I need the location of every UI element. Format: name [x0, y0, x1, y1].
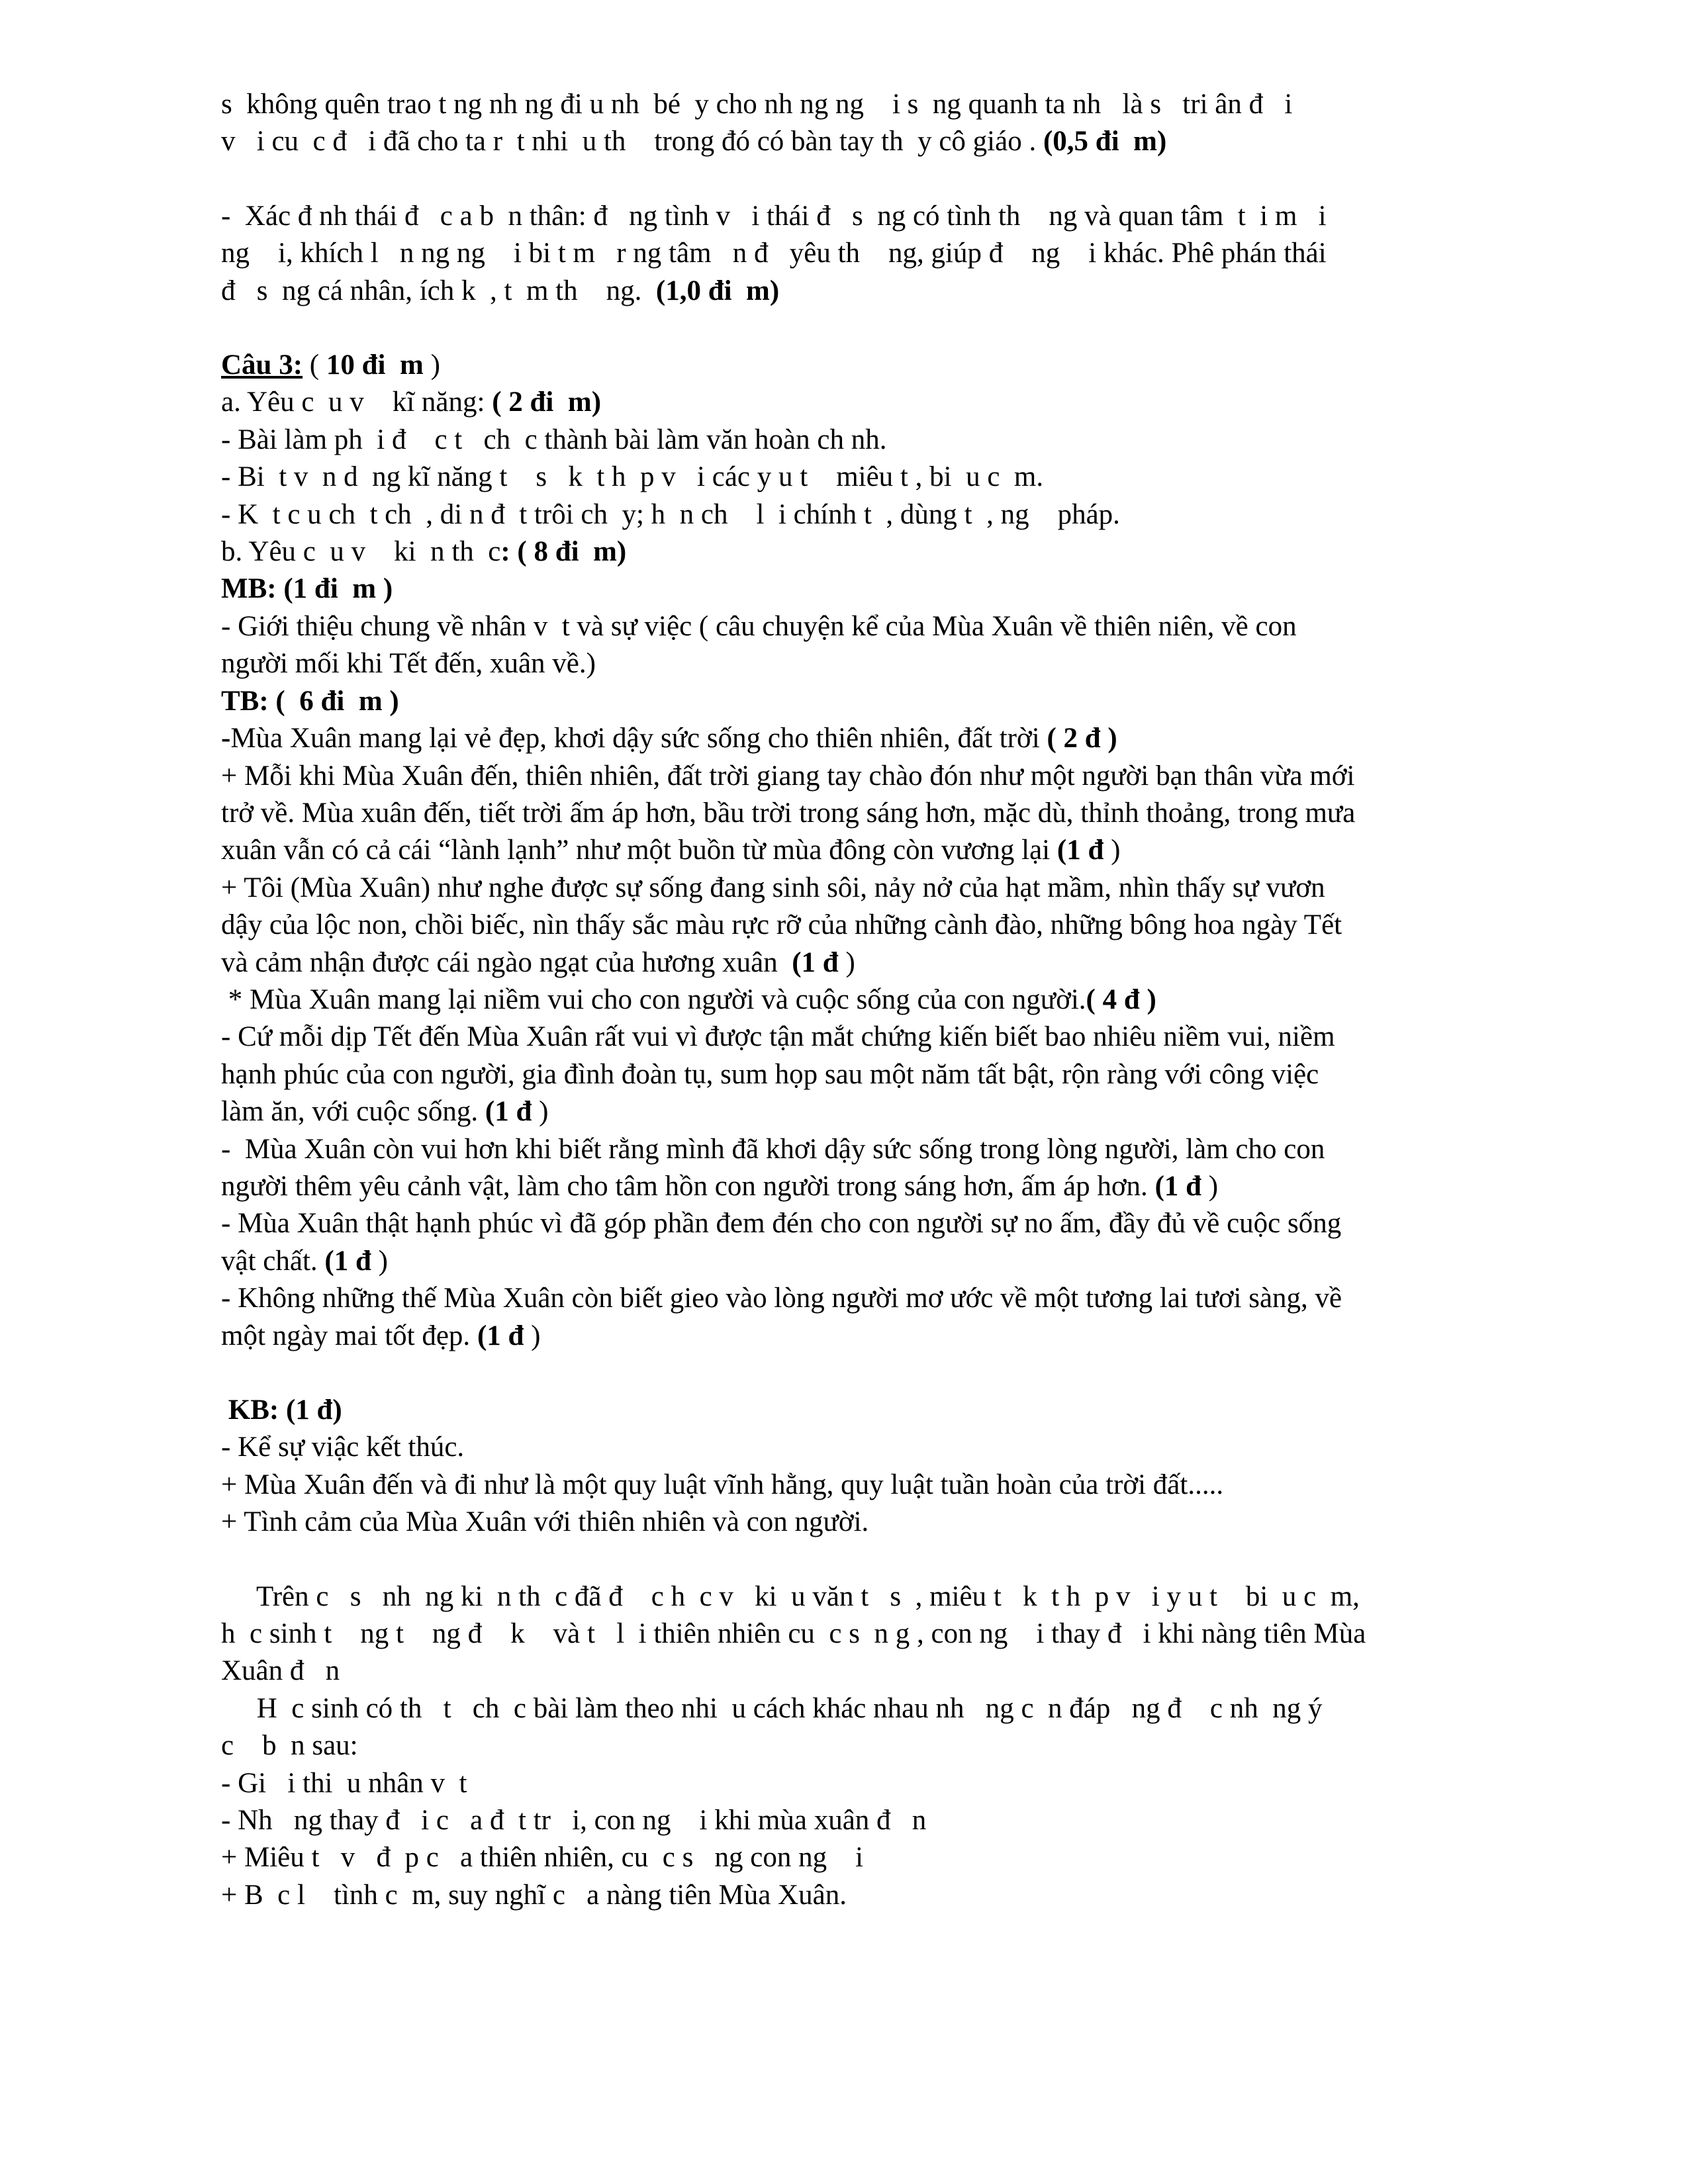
text-line: [221, 1280, 1519, 1317]
text-run: + B c l tình c m, suy nghĩ c a nàng tiên Mùa Xuân.: [221, 1879, 847, 1911]
text-run: người mối khi Tết đến, xuân về.): [221, 648, 596, 680]
text-run: - Không những thế Mùa Xuân còn biết gieo vào lòng người mơ ước về một tương lai tươi sàng, về: [221, 1283, 1342, 1314]
text-run: + Mỗi khi Mùa Xuân đến, thiên nhiên, đất trời giang tay chào đón như một người bạn thân vừa mới: [221, 760, 1355, 792]
text-line: [221, 1727, 1519, 1764]
text-line: [221, 1243, 1519, 1280]
text-run: xuân vẫn có cả cái “lành lạnh” như một buồn từ mùa đông còn vương lại: [221, 835, 1057, 866]
text-run: - K t c u ch t ch , di n đ t trôi ch y; h n ch l i chính t , dùng t , ng pháp.: [221, 498, 1120, 530]
paragraph-gap: [221, 1541, 1519, 1578]
text-line: [221, 645, 1519, 682]
text-line: [221, 496, 1519, 533]
text-run: - Giới thiệu chung về nhân v t và sự việc ( câu chuyện kể của Mùa Xuân về thiên niên, về con: [221, 610, 1297, 642]
text-run: một ngày mai tốt đẹp.: [221, 1320, 477, 1351]
text-line: [221, 832, 1519, 869]
text-run: v i cu c đ i đã cho ta r t nhi u th trong đó có bàn tay th y cô giáo .: [221, 126, 1043, 158]
text-run: Câu 3:: [221, 349, 303, 381]
text-line: [221, 1168, 1519, 1205]
text-run: ): [423, 349, 440, 381]
text-line: [221, 1392, 1519, 1429]
text-line: [221, 1765, 1519, 1802]
text-run: + Tôi (Mùa Xuân) như nghe được sự sống đang sinh sôi, nảy nở của hạt mầm, nhìn thấy sự vươn: [221, 872, 1325, 903]
text-line: [221, 384, 1519, 421]
text-run: + Miêu t v đ p c a thiên nhiên, cu c s ng con ng i: [221, 1842, 864, 1874]
text-run: dậy của lộc non, chồi biếc, nìn thấy sắc màu rực rỡ của những cành đào, những bông hoa ngày Tết: [221, 909, 1342, 941]
text-line: [221, 198, 1519, 235]
text-line: [221, 459, 1519, 496]
text-run: H c sinh có th t ch c bài làm theo nhi u cách khác nhau nh ng c n đáp ng đ c nh ng ý: [221, 1692, 1323, 1724]
text-line: [221, 570, 1519, 608]
text-run: (1 đ: [1056, 835, 1104, 866]
text-run: đ s ng cá nhân, ích k , t m th ng.: [221, 275, 656, 306]
text-run: (1,0 đi m): [655, 275, 780, 306]
text-line: [221, 1504, 1519, 1541]
text-run: Trên c s nh ng ki n th c đã đ c h c v ki u văn t s , miêu t k t h p v i y u t bi u c m,: [221, 1580, 1360, 1612]
text-run: c b n sau:: [221, 1730, 358, 1762]
text-line: [221, 86, 1519, 123]
text-run: 10 đi m: [326, 349, 424, 381]
text-run: ( 2 đ ): [1047, 723, 1117, 754]
text-line: [221, 1056, 1519, 1093]
text-line: [221, 1839, 1519, 1876]
paragraph-gap: [221, 310, 1519, 347]
text-run: (0,5 đi m): [1043, 126, 1167, 158]
text-run: ): [532, 1096, 549, 1128]
text-run: Xuân đ n: [221, 1655, 340, 1687]
text-run: ): [838, 946, 855, 978]
text-run: ( 2 đi m): [492, 387, 602, 418]
text-line: [221, 273, 1519, 310]
text-run: - Xác đ nh thái đ c a b n thân: đ ng tình v i thái đ s ng có tình th ng và quan tâm t i m i: [221, 200, 1327, 232]
text-line: [221, 795, 1519, 832]
text-line: [221, 1131, 1519, 1168]
text-run: - Nh ng thay đ i c a đ t tr i, con ng i khi mùa xuân đ n: [221, 1805, 927, 1837]
text-line: [221, 907, 1519, 944]
text-run: - Bài làm ph i đ c t ch c thành bài làm văn hoàn ch nh.: [221, 424, 887, 455]
text-line: [221, 1802, 1519, 1839]
text-run: vật chất.: [221, 1245, 325, 1277]
text-run: người thêm yêu cảnh vật, làm cho tâm hồn con người trong sáng hơn, ấm áp hơn.: [221, 1170, 1155, 1202]
text-line: [221, 758, 1519, 795]
text-line: [221, 347, 1519, 384]
text-run: ): [1103, 835, 1121, 866]
text-run: + Mùa Xuân đến và đi như là một quy luật vĩnh hằng, quy luật tuần hoàn của trời đất.....: [221, 1469, 1224, 1500]
text-run: - Cứ mỗi dịp Tết đến Mùa Xuân rất vui vì được tận mắt chứng kiến biết bao nhiêu niềm vui, niềm: [221, 1021, 1335, 1053]
section-0: [221, 86, 1519, 161]
paragraph-gap: [221, 1355, 1519, 1392]
text-line: [221, 1877, 1519, 1914]
text-run: (1 đ: [324, 1245, 371, 1277]
section-3: [221, 1392, 1519, 1541]
text-run: * Mùa Xuân mang lại niềm vui cho con người và cuộc sống của con người.: [221, 983, 1086, 1015]
text-run: - Mùa Xuân còn vui hơn khi biết rằng mình đã khơi dậy sức sống trong lòng người, làm cho con: [221, 1133, 1325, 1165]
text-run: MB: (1 đi m ): [221, 573, 393, 605]
text-line: [221, 981, 1519, 1019]
text-run: Mùa Xuân mang lại vẻ đẹp, khơi dậy sức sống cho thiên nhiên, đất trời: [230, 723, 1047, 754]
text-line: [221, 608, 1519, 645]
text-run: - Kể sự viậc kết thúc.: [221, 1432, 465, 1463]
text-line: [221, 1578, 1519, 1615]
text-run: ( 4 đ ): [1086, 983, 1156, 1015]
text-run: (: [303, 349, 326, 381]
text-line: [221, 1093, 1519, 1130]
text-run: (1 đ: [477, 1320, 524, 1351]
text-run: (1 đ: [792, 946, 839, 978]
text-run: KB: (1 đ): [221, 1394, 342, 1426]
text-line: [221, 1019, 1519, 1056]
text-line: [221, 870, 1519, 907]
text-run: - Gi i thi u nhân v t: [221, 1767, 467, 1799]
text-run: (1 đ: [485, 1096, 532, 1128]
text-run: hạnh phúc của con người, gia đình đoàn tụ, sum họp sau một năm tất bật, rộn ràng với công việc: [221, 1058, 1319, 1090]
text-run: - Mùa Xuân thật hạnh phúc vì đã góp phần đem đén cho con người sự no ấm, đầy đủ về cuộc sống: [221, 1208, 1342, 1240]
text-run: làm ăn, với cuộc sống.: [221, 1096, 485, 1128]
text-run: + Tình cảm của Mùa Xuân với thiên nhiên và con người.: [221, 1506, 869, 1538]
text-run: a. Yêu c u v kĩ năng:: [221, 387, 492, 418]
section-1: [221, 198, 1519, 310]
text-run: ): [371, 1245, 388, 1277]
text-line: [221, 1429, 1519, 1466]
section-4: [221, 1578, 1519, 1915]
text-line: [221, 1615, 1519, 1653]
text-run: ): [1201, 1170, 1219, 1202]
text-run: h c sinh t ng t ng đ k và t l i thiên nhiên cu c s n g , con ng i thay đ i khi nàng tiên Mùa: [221, 1618, 1366, 1650]
text-line: [221, 1690, 1519, 1727]
text-run: ng i, khích l n ng ng i bi t m r ng tâm n đ yêu th ng, giúp đ ng i khác. Phê phán thái: [221, 238, 1327, 269]
section-2: [221, 347, 1519, 1355]
text-line: [221, 123, 1519, 160]
text-run: s không quên trao t ng nh ng đi u nh bé y cho nh ng ng i s ng quanh ta nh là s tri ân đ i: [221, 89, 1293, 120]
text-run: (1 đ: [1154, 1170, 1202, 1202]
text-line: [221, 422, 1519, 459]
text-line: [221, 720, 1519, 757]
text-line: [221, 1205, 1519, 1242]
text-run: - Bi t v n d ng kĩ năng t s k t h p v i các y u t miêu t , bi u c m.: [221, 461, 1044, 493]
text-run: TB: ( 6 đi m ): [221, 685, 399, 717]
text-line: [221, 235, 1519, 272]
text-run: và cảm nhận được cái ngào ngạt của hương xuân: [221, 946, 792, 978]
document-body: [221, 86, 1519, 1914]
text-run: trở về. Mùa xuân đến, tiết trời ấm áp hơn, bầu trời trong sáng hơn, mặc dù, thỉnh thoảng, trong mưa: [221, 797, 1356, 829]
paragraph-gap: [221, 161, 1519, 198]
text-run: : ( 8 đi m): [500, 536, 627, 568]
text-run: -: [221, 723, 231, 754]
text-run: ): [524, 1320, 541, 1351]
text-line: [221, 1318, 1519, 1355]
text-line: [221, 1653, 1519, 1690]
text-run: b. Yêu c u v ki n th c: [221, 536, 501, 568]
text-line: [221, 1467, 1519, 1504]
text-line: [221, 683, 1519, 720]
text-line: [221, 533, 1519, 570]
text-line: [221, 944, 1519, 981]
